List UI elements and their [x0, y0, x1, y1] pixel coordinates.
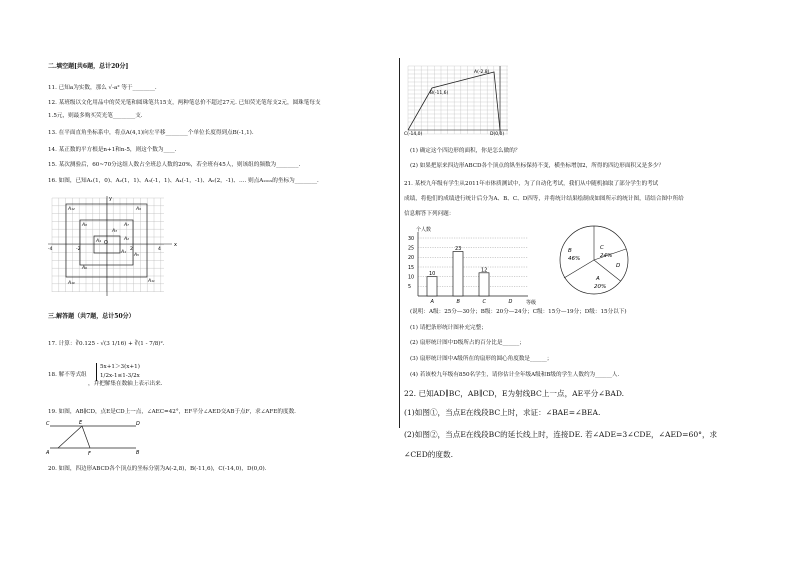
question-22-part1: (1)如图①，当点E在线段BC上时，求证：∠BAE=∠BEA. [404, 408, 601, 417]
question-12-line2: 1.5元，则最多购买荧光笔________支. [48, 113, 143, 119]
label-a5: A₅ [134, 253, 139, 258]
label-a4: A₄ [96, 239, 101, 244]
question-22: 22. 已知AD∥BC，AB∥CD，E为射线BC上一点，AE平分∠BAD. [404, 389, 625, 398]
parallel-lines-figure [44, 418, 144, 458]
point-f: F [88, 451, 91, 457]
bar-chart-ylabel: 个人数 [416, 227, 432, 233]
point-b-coord: B(-11,6) [430, 91, 449, 96]
pie-b-label: B [568, 248, 572, 254]
tick-neg4: -4 [48, 247, 53, 252]
label-a2: A₂ [124, 237, 129, 242]
bar-B [453, 252, 463, 296]
bar-chart-xlabel: 等级 [526, 300, 537, 306]
bar-category-B: B [456, 299, 460, 305]
question-21-part4: (4) 若该校九年级有850名学生，请你估计全年级A级和B级的学生人数约为______人. [410, 372, 620, 378]
label-a9: A₉ [136, 207, 141, 212]
tick-neg2: -2 [76, 247, 81, 252]
point-d-coord: D(0,0) [490, 132, 505, 136]
bar-value-B: 23 [455, 246, 462, 253]
bar-y-tick: 15 [408, 265, 415, 271]
question-21-part2: (2) 扇形统计图中D级所占的百分比是______； [410, 340, 525, 346]
point-a: A [46, 450, 50, 456]
pie-a-pct: 20% [594, 284, 607, 290]
label-a7: A₇ [124, 223, 129, 228]
inequality-2: 1/2x-1≤1-3/2x [100, 373, 140, 379]
question-21-note: (说明：A级：25分—30分；B级：20分—24分；C级：15分—19分；D级：15分以下) [410, 309, 627, 315]
pie-c-label: C [600, 245, 604, 251]
bar-category-A: A [430, 299, 434, 305]
question-21-line2: 成绩，将他们的成绩进行统计后分为A、B、C、D四等，并将统计结果绘制成如图所示的统计图，请结合图中所给 [404, 196, 684, 202]
bar-C [479, 273, 489, 296]
bar-y-tick: 30 [408, 236, 415, 242]
inequality-system [96, 363, 140, 381]
question-21-part1: (1) 请把条形统计图补充完整； [410, 325, 487, 331]
label-a12: A₁₂ [68, 207, 75, 212]
label-a6: A₆ [82, 266, 87, 271]
question-16: 16. 如图，已知A₁(1，0)、A₂(1，1)、A₃(-1，1)、A₄(-1，-1)、A₅(2，-1)、…. 则点A₂₀₁₉的坐标为________. [48, 178, 319, 184]
point-d: D [136, 421, 140, 427]
pie-d-label: D [616, 263, 621, 269]
question-21-line1: 21. 某校九年级有学生从2011年市体质测试中，为了自动化考试，我们从中随机抽取了部分学生的考试 [404, 181, 659, 187]
pie-a-label: A [596, 276, 600, 282]
pie-b-pct: 46% [568, 256, 581, 262]
question-20-part2: (2) 如果把原来四边形ABCD各个顶点的纵坐标保持不变，横坐标增加2，所得的四边形面积又是多少？ [410, 163, 665, 169]
label-a11: A₁₁ [148, 279, 155, 284]
bar-value-C: 12 [481, 267, 488, 274]
tick-2: 2 [130, 247, 133, 252]
bar-value-A: 10 [429, 271, 436, 278]
quadrilateral-graph [404, 64, 514, 136]
bar-A [427, 277, 437, 296]
bar-y-tick: 25 [408, 246, 415, 252]
origin-label: O [104, 240, 108, 246]
question-18-label: 18. 解不等式组 [48, 372, 87, 378]
column-divider [399, 58, 400, 428]
label-a10: A₁₀ [68, 281, 75, 286]
point-c-coord: C(-14,0) [404, 132, 423, 136]
bar-chart [404, 222, 554, 308]
bar-y-tick: 20 [408, 256, 415, 262]
label-a8: A₈ [82, 223, 87, 228]
bar-y-tick: 10 [408, 275, 415, 281]
question-21-part3: (3) 扇形统计图中A级所在的扇形的圆心角度数是______； [410, 356, 553, 362]
question-14: 14. 某正数的平方根是n+1和n-5，则这个数为____. [48, 147, 177, 153]
question-17: 17. 计算：∛0.125 - √(3 1/16) + ∛(1 - 7/8)². [48, 341, 165, 347]
question-22-part2-line1: (2)如图②，当点E在线段BC的延长线上时，连接DE. 若∠ADE=3∠CDE，∠AED=60°，求 [404, 430, 718, 439]
bar-category-C: C [482, 299, 486, 305]
question-20-part1: (1) 确定这个四边形的面积，你是怎么做的？ [410, 148, 521, 154]
point-c: C [46, 421, 50, 427]
pie-chart [556, 222, 636, 302]
x-axis-label: x [174, 242, 177, 248]
y-axis-label: y [109, 196, 112, 202]
question-12-line1: 12. 某班级以文化用品中的荧光笔和圆珠笔共15支，两种笔总价不超过27元. 已知荧光笔每支2元，圆珠笔每支 [48, 100, 321, 106]
question-20: 20. 如图，四边形ABCD各个顶点的坐标分别为A(-2,8)，B(-11,6)，C(-14,0)，D(0,0). [48, 466, 267, 472]
label-a3: A₃ [112, 229, 117, 234]
bar-y-tick: 5 [408, 285, 412, 291]
question-13: 13. 在平面直角坐标系中，将点A(4,1)向左平移________个单位长度得到点B(-1,1). [48, 130, 254, 136]
tick-4: 4 [158, 247, 161, 252]
inequality-1: 5x+1＞3(x+1) [100, 364, 140, 370]
question-15: 15. 某次测验后，60~70分这组人数占全班总人数的20%，若全班有45人，则该组的频数为________. [48, 162, 301, 168]
question-18-tail: ，并把解集在数轴上表示出来. [88, 381, 163, 387]
question-21-line3: 信息解答下列问题： [404, 211, 455, 217]
point-b: B [136, 450, 140, 456]
spiral-grid-figure [44, 192, 184, 300]
section2-title: 二.填空题[共6题，总计20分] [48, 63, 129, 70]
label-a1: A₁ [121, 250, 126, 255]
pie-c-pct: 24% [600, 253, 613, 259]
bar-category-D: D [508, 299, 513, 305]
question-11: 11. 已知a为实数，那么 √-a² 等于________. [48, 85, 157, 91]
section3-title: 三.解答题（共7题，总计50分） [48, 313, 135, 320]
question-19: 19. 如图，AB∥CD，点E是CD上一点，∠AEC=42°，EF平分∠AED交AB于点F，求∠AFE的度数. [48, 409, 296, 415]
point-e: E [79, 420, 83, 426]
question-22-part2-line2: ∠CED的度数. [404, 450, 453, 459]
point-a-coord: A(-2,8) [474, 70, 490, 75]
